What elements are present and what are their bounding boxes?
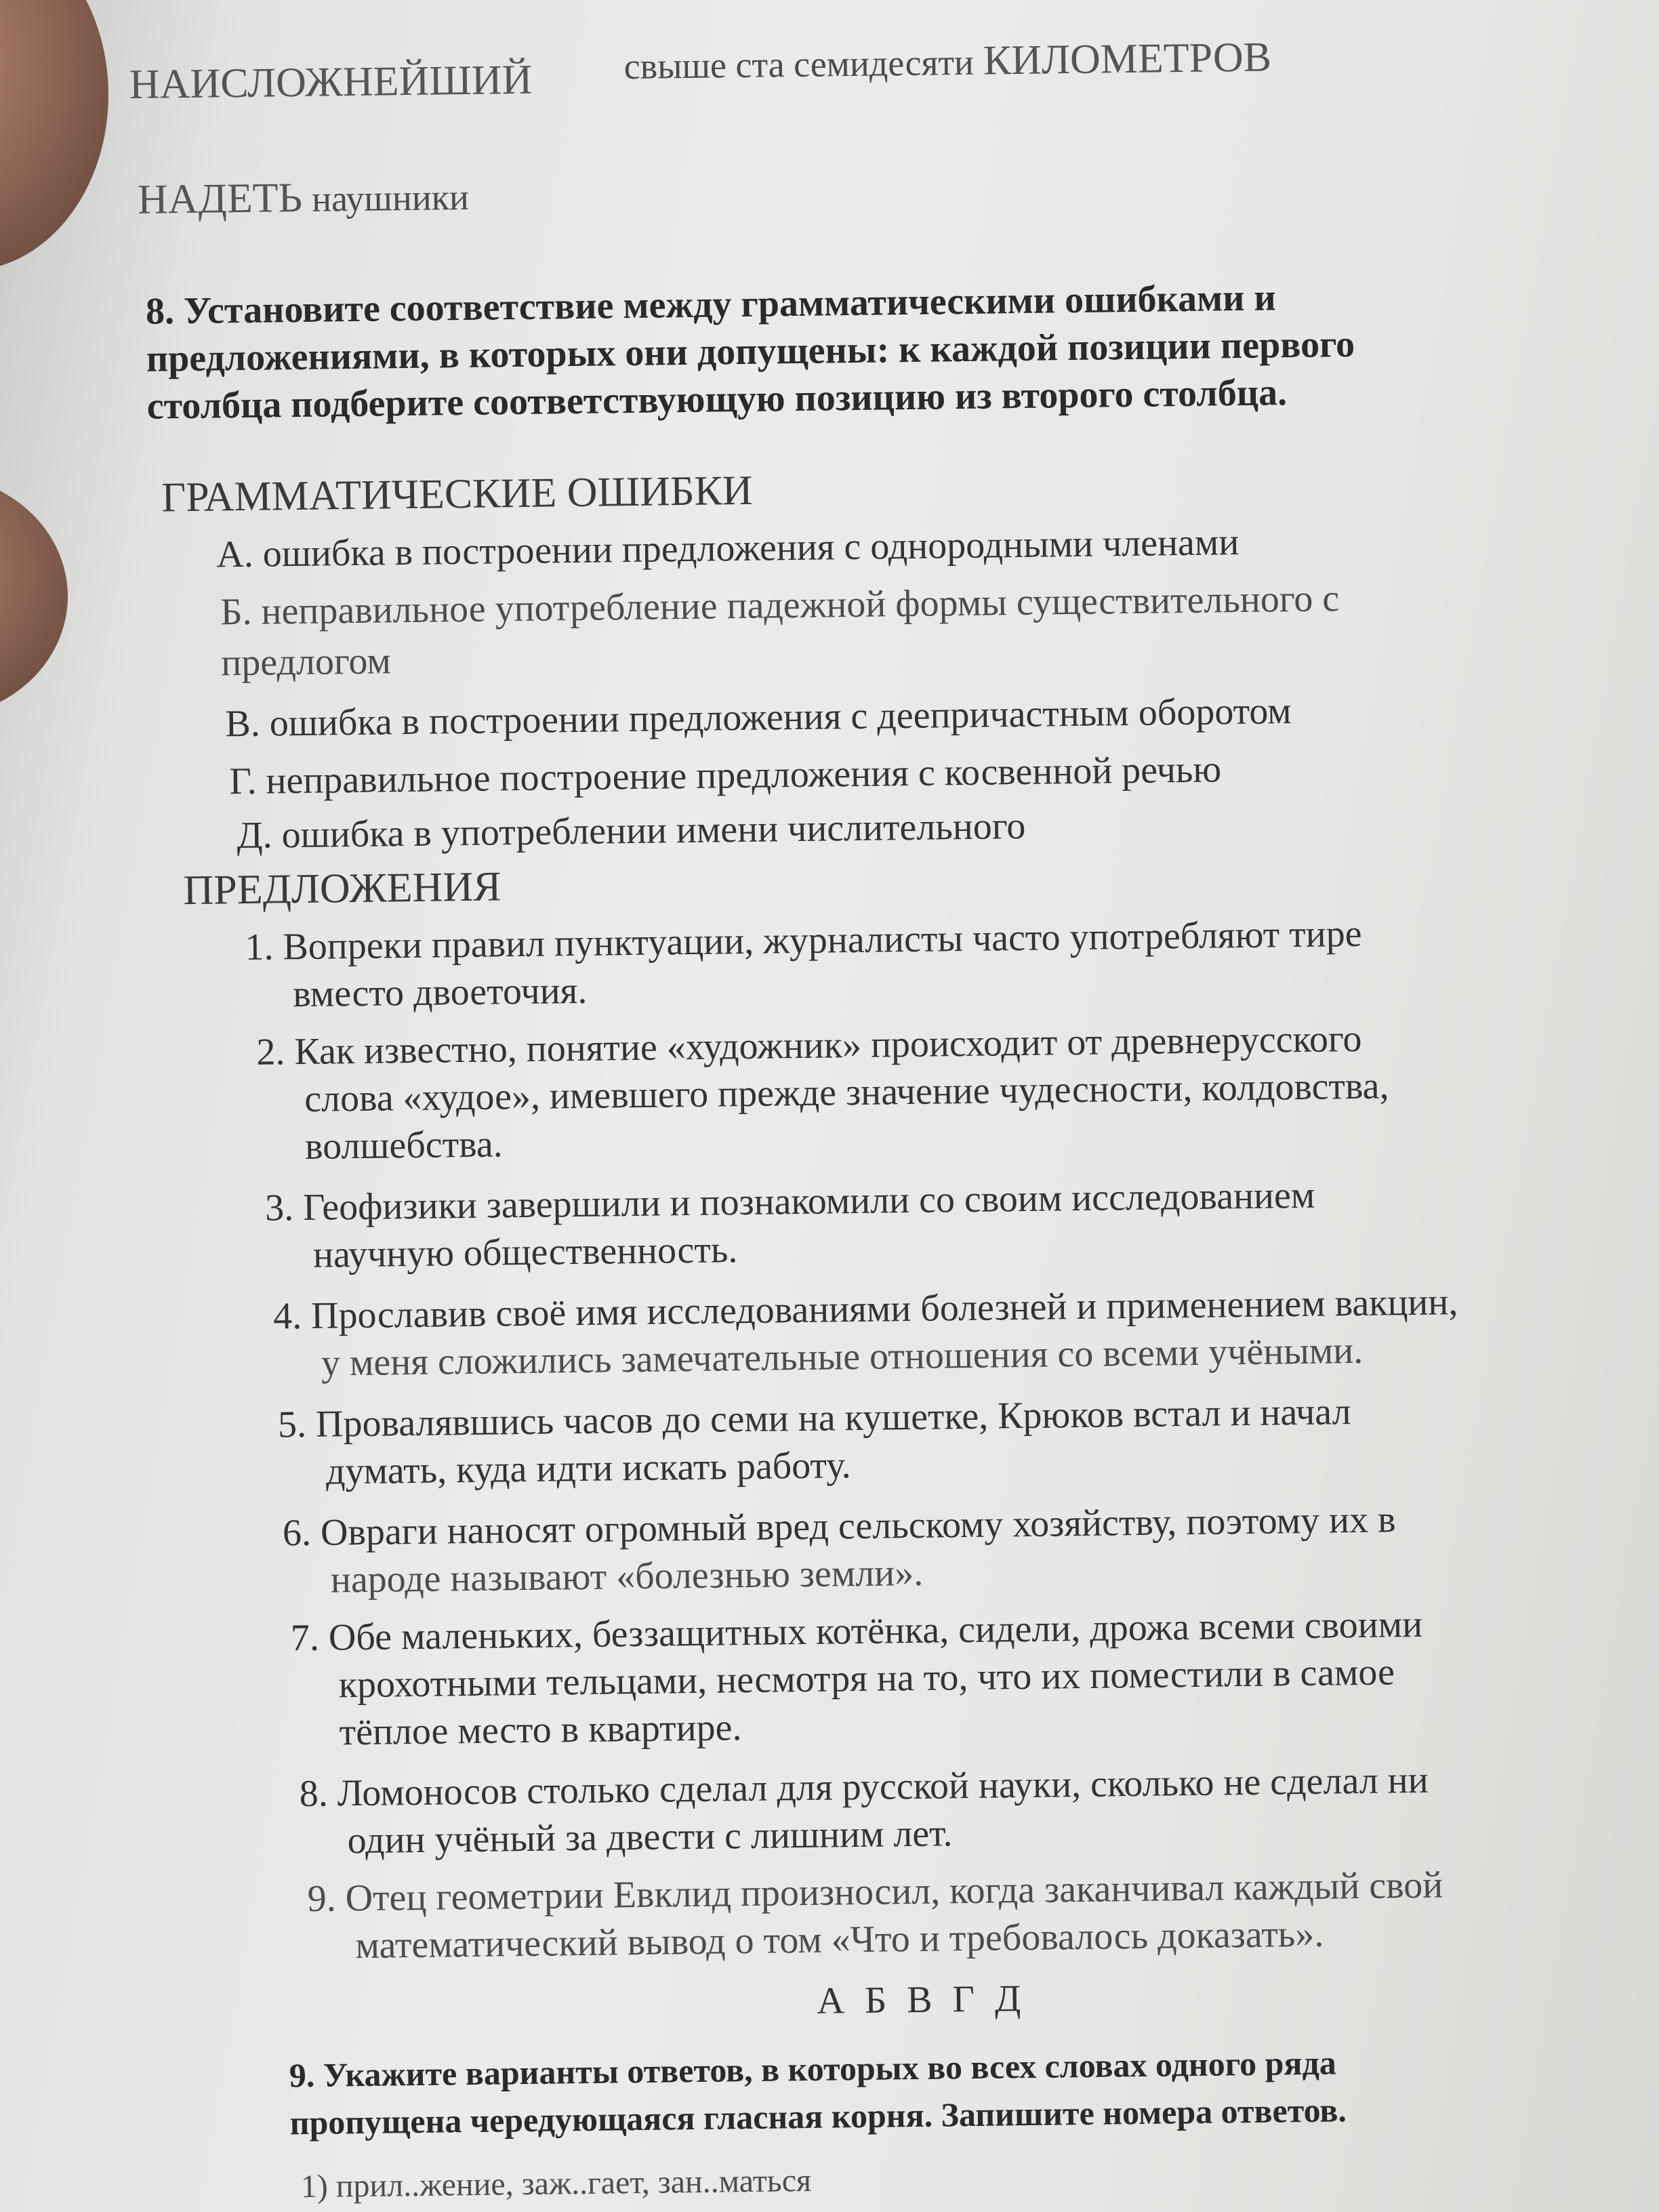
error-d: Д. ошибка в употреблении имени числительного <box>237 804 1026 857</box>
sentences-header: ПРЕДЛОЖЕНИЯ <box>183 863 501 914</box>
top-word-1: НАИСЛОЖНЕЙШИЙ <box>129 56 533 108</box>
task8-line-2: предложениями, в которых они допущены: к каждой позиции первого <box>146 323 1355 380</box>
sentence-6-line-2: народе называют «болезнью земли». <box>330 1551 924 1601</box>
sentence-9-line-2: математический вывод о том «Что и требовалось доказать». <box>355 1912 1324 1967</box>
sentence-7-line-2: крохотными тельцами, несмотря на то, что их поместили в самое <box>338 1651 1395 1706</box>
error-g: Г. неправильное построение предложения с косвенной речью <box>229 748 1222 803</box>
sentence-5-line-2: думать, куда идти искать работу. <box>325 1444 851 1493</box>
sentence-1-line-1: 1. Вопреки правил пунктуации, журналисты часто употребляют тире <box>245 912 1362 969</box>
sentence-7-line-1: 7. Обе маленьких, беззащитных котёнка, сидели, дрожа всеми своими <box>290 1603 1423 1660</box>
error-v: В. ошибка в построении предложения с деепричастным оборотом <box>225 690 1292 745</box>
sentence-2-line-1: 2. Как известно, понятие «художник» происходит от древнерусского <box>255 1017 1362 1073</box>
sentence-3-line-2: научную общественность. <box>312 1229 738 1276</box>
task8-line-3: столбца подберите соответствующую позицию из второго столбца. <box>146 371 1288 428</box>
sentence-8-line-1: 8. Ломоносов столько сделал для русской науки, сколько не сделал ни <box>299 1759 1429 1816</box>
top-phrase-caps: КИЛОМЕТРОВ <box>983 34 1272 84</box>
top-word-2 <box>138 172 470 225</box>
sentence-9-line-1: 9. Отец геометрии Евклид произносил, когда заканчивал каждый свой <box>307 1864 1443 1920</box>
sentence-7-line-3: тёплое место в квартире. <box>339 1706 742 1754</box>
top-phrase <box>623 33 1271 90</box>
sentence-3-line-1: 3. Геофизики завершили и познакомили со своим исследованием <box>264 1174 1315 1229</box>
top-word-2-rest: наушники <box>311 176 470 220</box>
task9-line-1: 9. Укажите варианты ответов, в которых во всех словах одного ряда <box>289 2043 1337 2095</box>
document-content <box>129 16 1552 2205</box>
task9-line-2: пропущена чередующаяся гласная корня. Запишите номера ответов. <box>289 2091 1347 2142</box>
task9-option-1: 1) прил..жение, заж..гает, зан..маться <box>300 2162 812 2205</box>
sentence-4-line-1: 4. Прославив своё имя исследованиями болезней и применением вакцин, <box>272 1281 1458 1338</box>
sentence-5-line-1: 5. Провалявшись часов до семи на кушетке, Крюков встал и начал <box>277 1391 1351 1446</box>
answer-letters: А Б В Г Д <box>817 1978 1027 2022</box>
top-word-2-caps: НАДЕТЬ <box>137 174 303 223</box>
error-b-line-1: Б. неправильное употребление падежной формы существительного с <box>220 577 1340 634</box>
error-b-line-2: предлогом <box>220 640 392 684</box>
task8-line-1: 8. Установите соответствие между грамматическими ошибками и <box>145 276 1277 333</box>
top-phrase-small: свыше ста семидесяти <box>623 41 975 87</box>
sentence-4-line-2: у меня сложились замечательные отношения со всеми учёными. <box>321 1329 1364 1385</box>
error-a: А. ошибка в построении предложения с однородными членами <box>216 521 1240 576</box>
errors-header: ГРАММАТИЧЕСКИЕ ОШИБКИ <box>161 467 753 521</box>
sentence-6-line-1: 6. Овраги наносят огромный вред сельскому хозяйству, поэтому их в <box>282 1498 1396 1555</box>
sentence-1-line-2: вместо двоеточия. <box>292 969 588 1016</box>
sentence-2-line-3: волшебства. <box>304 1123 504 1168</box>
sentence-2-line-2: слова «худое», имевшего прежде значение чудесности, колдовства, <box>304 1065 1389 1120</box>
sentence-8-line-2: один учёный за двести с лишним лет. <box>347 1812 953 1862</box>
